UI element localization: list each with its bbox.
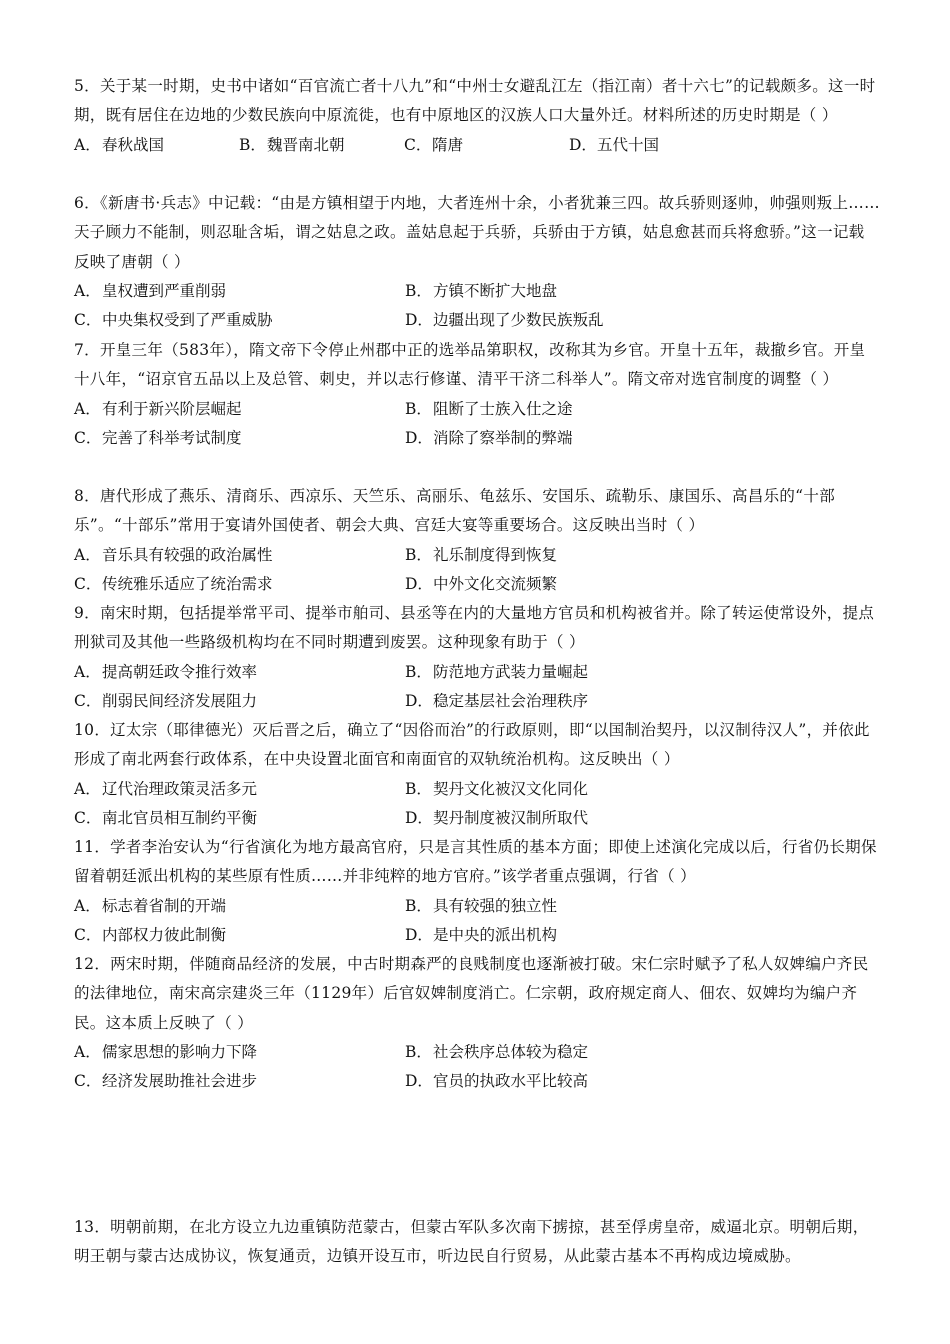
- question-10: [74, 716, 880, 833]
- question-12: [74, 950, 880, 1096]
- option-c: C．隋唐: [404, 135, 464, 154]
- question-stem: 7．开皇三年（583年），隋文帝下令停止州郡中正的选举品第职权，改称其为乡官。开皇十五年，裁撤乡官。开皇十八年，“诏京官五品以上及总管、刺史，并以志行修谨、清平干济二科举人”。隋文帝对选官制度的调整（ ）: [74, 341, 866, 389]
- option-d: D．官员的执政水平比较高: [405, 1072, 589, 1091]
- option-a: A．春秋战国: [74, 135, 165, 154]
- question-6: [74, 189, 880, 335]
- question-stem: 13．明朝前期，在北方设立九边重镇防范蒙古，但蒙古军队多次南下掳掠，甚至俘虏皇帝，威逼北京。明朝后期，明王朝与蒙古达成协议，恢复通贡，边镇开设互市，听边民自行贸易，从此蒙古基本不再构成边境威胁。: [74, 1218, 869, 1266]
- options: [74, 892, 880, 951]
- option-a: A．皇权遭到严重削弱: [74, 281, 227, 300]
- options: [74, 658, 880, 717]
- question-13: [74, 1213, 880, 1272]
- option-a: A．儒家思想的影响力下降: [74, 1042, 258, 1061]
- question-stem: 11．学者李治安认为“行省演化为地方最高官府，只是言其性质的基本方面；即使上述演化完成以后，行省仍长期保留着朝廷派出机构的某些原有性质……并非纯粹的地方官府。”该学者重点强调，行省（ ）: [74, 838, 877, 886]
- option-a: A．辽代治理政策灵活多元: [74, 779, 258, 798]
- option-c: C．传统雅乐适应了统治需求: [74, 574, 273, 593]
- question-8: [74, 482, 880, 599]
- options: [74, 775, 880, 834]
- question-11: [74, 833, 880, 950]
- option-c: C．内部权力彼此制衡: [74, 925, 227, 944]
- option-b: B．防范地方武装力量崛起: [405, 662, 589, 681]
- option-b: B．礼乐制度得到恢复: [405, 545, 558, 564]
- question-stem: 5．关于某一时期，史书中诸如“百官流亡者十八九”和“中州士女避乱江左（指江南）者十六七”的记载颇多。这一时期，既有居住在边地的少数民族向中原流徙，也有中原地区的汉族人口大量外迁。材料所述的历史时期是（ ）: [74, 77, 876, 125]
- option-b: B．社会秩序总体较为稳定: [405, 1042, 589, 1061]
- option-b: B．魏晋南北朝: [239, 135, 345, 154]
- option-d: D．中外文化交流频繁: [405, 574, 558, 593]
- options: [74, 1038, 880, 1097]
- option-c: C．经济发展助推社会进步: [74, 1072, 258, 1091]
- question-stem: 9．南宋时期，包括提举常平司、提举市舶司、县丞等在内的大量地方官员和机构被省并。除了转运使常设外，提点刑狱司及其他一些路级机构均在不同时期遭到废罢。这种现象有助于（ ）: [74, 604, 875, 652]
- option-b: B．具有较强的独立性: [405, 896, 558, 915]
- option-c: C．中央集权受到了严重威胁: [74, 311, 273, 330]
- options: [74, 541, 880, 600]
- option-c: C．削弱民间经济发展阻力: [74, 691, 258, 710]
- options: [74, 395, 880, 454]
- question-stem: 10．辽太宗（耶律德光）灭后晋之后，确立了“因俗而治”的行政原则，即“以国制治契丹，以汉制待汉人”，并依此形成了南北两套行政体系，在中央设置北面官和南面官的双轨统治机构。这反映出（ ）: [74, 721, 870, 769]
- option-d: D．是中央的派出机构: [405, 925, 558, 944]
- option-d: D．消除了察举制的弊端: [405, 428, 573, 447]
- option-c: C．完善了科举考试制度: [74, 428, 242, 447]
- option-b: B．契丹文化被汉文化同化: [405, 779, 589, 798]
- option-d: D．五代十国: [569, 135, 660, 154]
- options: [74, 131, 880, 160]
- option-b: B．方镇不断扩大地盘: [405, 281, 558, 300]
- options: [74, 277, 880, 336]
- question-stem: 6．《新唐书·兵志》中记载：“由是方镇相望于内地，大者连州十余，小者犹兼三四。故兵骄则逐帅，帅强则叛上……天子顾力不能制，则忍耻含垢，谓之姑息之政。盖姑息起于兵骄，兵骄由于方镇，姑息愈甚而兵将愈骄。”这一记载反映了唐朝（ ）: [74, 194, 880, 271]
- option-c: C．南北官员相互制约平衡: [74, 808, 258, 827]
- option-a: A．音乐具有较强的政治属性: [74, 545, 273, 564]
- question-stem: 8．唐代形成了燕乐、清商乐、西凉乐、天竺乐、高丽乐、龟兹乐、安国乐、疏勒乐、康国乐、高昌乐的“十部乐”。“十部乐”常用于宴请外国使者、朝会大典、宫廷大宴等重要场合。这反映出当时（ ）: [74, 487, 835, 535]
- option-a: A．标志着省制的开端: [74, 896, 227, 915]
- option-b: B．阻断了士族入仕之途: [405, 399, 573, 418]
- option-a: A．提高朝廷政令推行效率: [74, 662, 258, 681]
- question-7: [74, 336, 880, 453]
- option-a: A．有利于新兴阶层崛起: [74, 399, 242, 418]
- option-d: D．稳定基层社会治理秩序: [405, 691, 589, 710]
- question-stem: 12．两宋时期，伴随商品经济的发展，中古时期森严的良贱制度也逐渐被打破。宋仁宗时赋予了私人奴婢编户齐民的法律地位，南宋高宗建炎三年（1129年）后官奴婢制度消亡。仁宗朝，政府规定商人、佃农、奴婢均为编户齐民。这本质上反映了（ ）: [74, 955, 869, 1032]
- question-9: [74, 599, 880, 716]
- option-d: D．边疆出现了少数民族叛乱: [405, 311, 604, 330]
- option-d: D．契丹制度被汉制所取代: [405, 808, 589, 827]
- question-5: [74, 72, 880, 160]
